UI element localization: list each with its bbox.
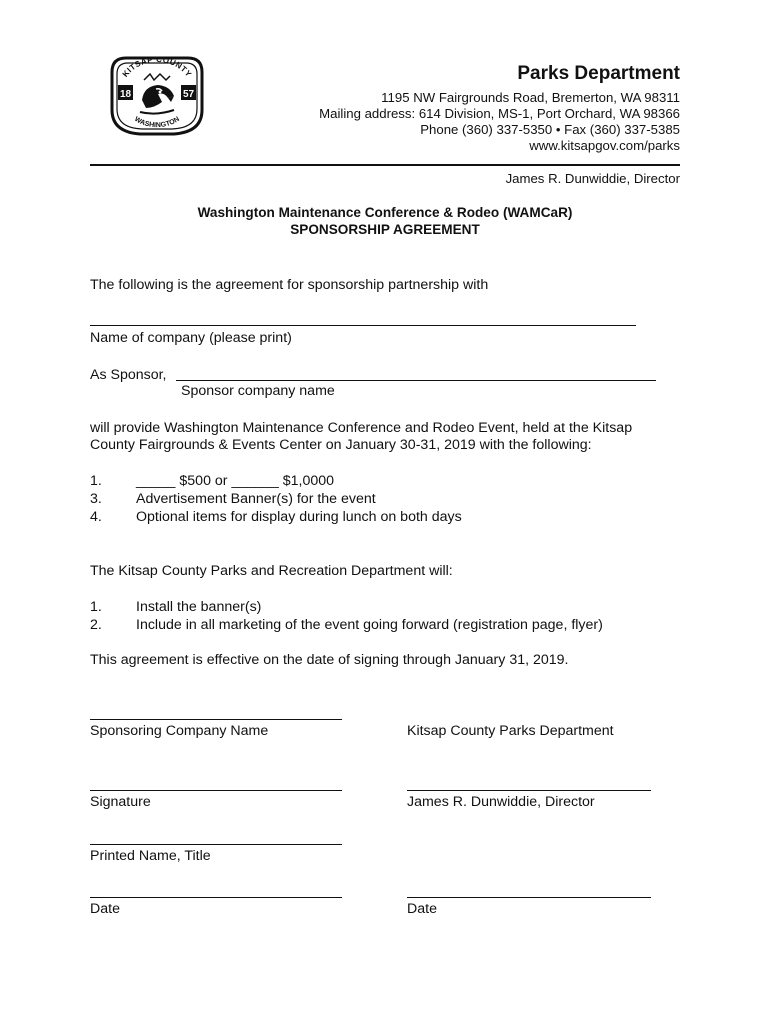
list-item-number: 4. <box>90 509 102 525</box>
parks-will-text: The Kitsap County Parks and Recreation Department will: <box>90 563 453 579</box>
list-item-number: 2. <box>90 617 102 633</box>
director-label: James R. Dunwiddie, Director <box>407 794 595 810</box>
agreement-title: SPONSORSHIP AGREEMENT <box>290 222 480 237</box>
list-item-number: 1. <box>90 473 102 489</box>
sponsorship-amount-options[interactable]: _____ $500 or ______ $1,0000 <box>136 473 335 489</box>
company-name-label: Name of company (please print) <box>90 330 292 346</box>
mailing-address: Mailing address: 614 Division, MS-1, Port Orchard, WA 98366 <box>319 106 680 121</box>
printed-name-label: Printed Name, Title <box>90 848 211 864</box>
sponsoring-company-label: Sponsoring Company Name <box>90 723 269 739</box>
phone-fax: Phone (360) 337-5350 • Fax (360) 337-5385 <box>420 122 680 137</box>
svg-text:18: 18 <box>119 89 132 100</box>
as-sponsor-text: As Sponsor, <box>90 367 167 383</box>
sponsor-signature-line[interactable] <box>90 790 342 791</box>
intro-text: The following is the agreement for sponsorship partnership with <box>90 277 489 293</box>
provide-text-line1: will provide Washington Maintenance Conference and Rodeo Event, held at the Kitsap <box>90 420 633 436</box>
sponsoring-company-line[interactable] <box>90 719 342 720</box>
svg-text:KITSAP COUNTY: KITSAP COUNTY <box>120 54 194 79</box>
parks-date-line[interactable] <box>407 897 651 898</box>
effective-text: This agreement is effective on the date of signing through January 31, 2019. <box>90 652 569 668</box>
event-title: Washington Maintenance Conference & Rodeo (WAMCaR) <box>197 205 573 220</box>
list-item-number: 3. <box>90 491 102 507</box>
svg-text:WASHINGTON: WASHINGTON <box>133 115 181 130</box>
company-name-line[interactable] <box>90 325 636 326</box>
director-signature-line[interactable] <box>407 790 651 791</box>
website: www.kitsapgov.com/parks <box>529 138 680 153</box>
printed-name-line[interactable] <box>90 844 342 845</box>
date-label-left: Date <box>90 901 120 917</box>
list-item: Include in all marketing of the event going forward (registration page, flyer) <box>136 617 603 633</box>
svg-text:57: 57 <box>182 89 195 100</box>
sponsor-date-line[interactable] <box>90 897 342 898</box>
sponsor-company-line[interactable] <box>176 380 656 381</box>
header-director: James R. Dunwiddie, Director <box>505 171 680 186</box>
signature-label: Signature <box>90 794 151 810</box>
sponsor-company-label: Sponsor company name <box>181 383 335 399</box>
kitsap-county-seal <box>104 52 210 138</box>
list-item: Install the banner(s) <box>136 599 262 615</box>
header-divider <box>90 164 680 166</box>
list-item: Optional items for display during lunch on both days <box>136 509 462 525</box>
date-label-right: Date <box>407 901 437 917</box>
street-address: 1195 NW Fairgrounds Road, Bremerton, WA 98311 <box>381 90 680 105</box>
list-item-number: 1. <box>90 599 102 615</box>
kitsap-parks-label: Kitsap County Parks Department <box>407 723 614 739</box>
department-title: Parks Department <box>517 63 680 84</box>
list-item: Advertisement Banner(s) for the event <box>136 491 376 507</box>
provide-text-line2: County Fairgrounds & Events Center on January 30-31, 2019 with the following: <box>90 437 592 453</box>
